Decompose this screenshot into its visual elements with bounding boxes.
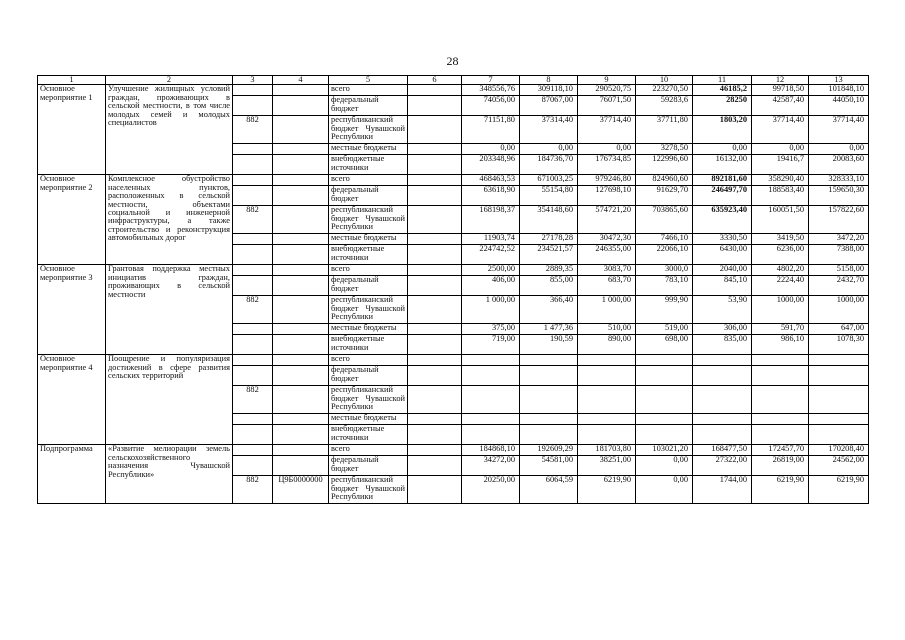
empty-cell xyxy=(408,206,462,234)
code-grbs-cell xyxy=(233,234,273,245)
page-number: 28 xyxy=(446,54,459,68)
column-header: 5 xyxy=(329,76,408,85)
code-csr-cell xyxy=(273,414,329,425)
empty-cell xyxy=(408,116,462,144)
event-description-cell: Поощрение и популяризация достижений в сфере развития сельских территорий xyxy=(106,355,233,445)
column-header: 1 xyxy=(38,76,106,85)
code-grbs-cell: 882 xyxy=(233,476,273,504)
code-grbs-cell xyxy=(233,324,273,335)
value-cell: 892181,60 xyxy=(693,175,752,186)
value-cell: 1 477,36 xyxy=(520,324,578,335)
code-csr-cell xyxy=(273,366,329,386)
column-header: 3 xyxy=(233,76,273,85)
empty-cell xyxy=(408,245,462,265)
value-cell: 159650,30 xyxy=(809,186,869,206)
value-cell: 647,00 xyxy=(809,324,869,335)
value-cell: 11903,74 xyxy=(462,234,520,245)
empty-cell xyxy=(408,335,462,355)
value-cell xyxy=(462,355,520,366)
empty-cell xyxy=(408,85,462,96)
value-cell: 375,00 xyxy=(462,324,520,335)
funding-source-cell: местные бюджеты xyxy=(329,144,408,155)
code-grbs-cell: 882 xyxy=(233,116,273,144)
value-cell: 44050,10 xyxy=(809,96,869,116)
header-row xyxy=(38,76,869,85)
column-header: 8 xyxy=(520,76,578,85)
code-grbs-cell xyxy=(233,355,273,366)
value-cell: 358290,40 xyxy=(752,175,809,186)
value-cell: 5158,00 xyxy=(809,265,869,276)
value-cell: 54581,00 xyxy=(520,456,578,476)
value-cell: 168477,50 xyxy=(693,445,752,456)
code-grbs-cell xyxy=(233,445,273,456)
code-csr-cell xyxy=(273,96,329,116)
code-grbs-cell xyxy=(233,144,273,155)
value-cell: 246497,70 xyxy=(693,186,752,206)
column-header: 9 xyxy=(578,76,636,85)
value-cell: 2889,35 xyxy=(520,265,578,276)
value-cell: 591,70 xyxy=(752,324,809,335)
code-grbs-cell xyxy=(233,366,273,386)
value-cell: 890,00 xyxy=(578,335,636,355)
value-cell: 63618,90 xyxy=(462,186,520,206)
code-csr-cell xyxy=(273,186,329,206)
code-csr-cell xyxy=(273,245,329,265)
value-cell: 0,00 xyxy=(462,144,520,155)
code-csr-cell xyxy=(273,116,329,144)
value-cell: 7466,10 xyxy=(636,234,693,245)
value-cell xyxy=(636,386,693,414)
value-cell xyxy=(520,425,578,445)
value-cell: 37714,40 xyxy=(752,116,809,144)
value-cell xyxy=(752,355,809,366)
value-cell: 671003,25 xyxy=(520,175,578,186)
event-description-cell: «Развитие мелиорации земель сельскохозяйственного назначения Чувашской Республики» xyxy=(106,445,233,504)
value-cell: 0,00 xyxy=(636,456,693,476)
value-cell xyxy=(809,366,869,386)
value-cell: 519,00 xyxy=(636,324,693,335)
code-csr-cell xyxy=(273,175,329,186)
empty-cell xyxy=(408,386,462,414)
value-cell: 6219,90 xyxy=(809,476,869,504)
funding-source-cell: всего xyxy=(329,175,408,186)
code-grbs-cell xyxy=(233,186,273,206)
value-cell xyxy=(752,386,809,414)
value-cell: 170208,40 xyxy=(809,445,869,456)
value-cell: 27322,00 xyxy=(693,456,752,476)
code-grbs-cell xyxy=(233,265,273,276)
code-csr-cell xyxy=(273,206,329,234)
value-cell xyxy=(462,366,520,386)
table-row xyxy=(38,265,869,276)
code-csr-cell xyxy=(273,85,329,96)
column-header: 2 xyxy=(106,76,233,85)
value-cell: 42587,40 xyxy=(752,96,809,116)
value-cell xyxy=(752,366,809,386)
table-row xyxy=(38,85,869,96)
value-cell xyxy=(578,414,636,425)
value-cell: 27178,28 xyxy=(520,234,578,245)
column-header: 12 xyxy=(752,76,809,85)
code-csr-cell xyxy=(273,355,329,366)
funding-source-cell: республиканский бюджет Чувашской Республики xyxy=(329,386,408,414)
value-cell: 37314,40 xyxy=(520,116,578,144)
value-cell: 366,40 xyxy=(520,296,578,324)
value-cell: 999,90 xyxy=(636,296,693,324)
value-cell: 1 000,00 xyxy=(462,296,520,324)
event-description-cell: Грантовая поддержка местных инициатив граждан, проживающих в сельской местности xyxy=(106,265,233,355)
value-cell: 835,00 xyxy=(693,335,752,355)
value-cell: 510,00 xyxy=(578,324,636,335)
funding-source-cell: федеральный бюджет xyxy=(329,456,408,476)
code-csr-cell xyxy=(273,425,329,445)
value-cell: 224742,52 xyxy=(462,245,520,265)
value-cell: 246355,00 xyxy=(578,245,636,265)
column-header: 7 xyxy=(462,76,520,85)
value-cell: 0,00 xyxy=(520,144,578,155)
value-cell xyxy=(520,386,578,414)
value-cell: 24562,00 xyxy=(809,456,869,476)
value-cell: 71151,80 xyxy=(462,116,520,144)
event-description-cell: Комплексное обустройство населенных пунктов, расположенных в сельской местности, объектами социальной и инженерной инфраструктуры, а также строительство и реконструкция автомобильных дорог xyxy=(106,175,233,265)
value-cell xyxy=(636,355,693,366)
value-cell: 3419,50 xyxy=(752,234,809,245)
value-cell: 26819,00 xyxy=(752,456,809,476)
value-cell: 3000,0 xyxy=(636,265,693,276)
value-cell: 1078,30 xyxy=(809,335,869,355)
funding-source-cell: республиканский бюджет Чувашской Республики xyxy=(329,116,408,144)
value-cell xyxy=(462,386,520,414)
code-grbs-cell xyxy=(233,414,273,425)
funding-source-cell: внебюджетные источники xyxy=(329,245,408,265)
value-cell: 184736,70 xyxy=(520,155,578,175)
code-csr-cell xyxy=(273,386,329,414)
empty-cell xyxy=(408,414,462,425)
value-cell: 99718,50 xyxy=(752,85,809,96)
value-cell: 2040,00 xyxy=(693,265,752,276)
code-grbs-cell xyxy=(233,425,273,445)
code-csr-cell xyxy=(273,296,329,324)
value-cell: 37711,80 xyxy=(636,116,693,144)
value-cell: 76071,50 xyxy=(578,96,636,116)
value-cell xyxy=(809,425,869,445)
value-cell: 1744,00 xyxy=(693,476,752,504)
value-cell: 6430,00 xyxy=(693,245,752,265)
code-grbs-cell xyxy=(233,456,273,476)
value-cell xyxy=(578,386,636,414)
budget-table xyxy=(37,75,869,504)
funding-source-cell: республиканский бюджет Чувашской Республики xyxy=(329,206,408,234)
empty-cell xyxy=(408,175,462,186)
value-cell: 2224,40 xyxy=(752,276,809,296)
value-cell: 6236,00 xyxy=(752,245,809,265)
value-cell: 290520,75 xyxy=(578,85,636,96)
value-cell: 1803,20 xyxy=(693,116,752,144)
event-name-cell: Основное мероприятие 1 xyxy=(38,85,106,175)
code-grbs-cell xyxy=(233,245,273,265)
value-cell: 28250 xyxy=(693,96,752,116)
value-cell xyxy=(693,386,752,414)
code-csr-cell xyxy=(273,276,329,296)
value-cell: 234521,57 xyxy=(520,245,578,265)
code-csr-cell xyxy=(273,265,329,276)
value-cell xyxy=(809,414,869,425)
value-cell: 188583,40 xyxy=(752,186,809,206)
empty-cell xyxy=(408,276,462,296)
value-cell: 192609,29 xyxy=(520,445,578,456)
empty-cell xyxy=(408,155,462,175)
value-cell: 30472,30 xyxy=(578,234,636,245)
value-cell: 0,00 xyxy=(693,144,752,155)
funding-source-cell: местные бюджеты xyxy=(329,414,408,425)
empty-cell xyxy=(408,476,462,504)
value-cell: 38251,00 xyxy=(578,456,636,476)
column-header: 4 xyxy=(273,76,329,85)
code-grbs-cell: 882 xyxy=(233,386,273,414)
column-header: 6 xyxy=(408,76,462,85)
code-grbs-cell: 882 xyxy=(233,206,273,234)
value-cell xyxy=(693,366,752,386)
value-cell: 59283,6 xyxy=(636,96,693,116)
code-csr-cell xyxy=(273,324,329,335)
value-cell: 783,10 xyxy=(636,276,693,296)
funding-source-cell: всего xyxy=(329,355,408,366)
value-cell xyxy=(693,414,752,425)
table-row xyxy=(38,355,869,366)
value-cell xyxy=(520,414,578,425)
funding-source-cell: местные бюджеты xyxy=(329,234,408,245)
code-grbs-cell xyxy=(233,85,273,96)
value-cell: 160051,50 xyxy=(752,206,809,234)
event-name-cell: Подпрограмма xyxy=(38,445,106,504)
funding-source-cell: федеральный бюджет xyxy=(329,366,408,386)
funding-source-cell: федеральный бюджет xyxy=(329,276,408,296)
value-cell: 309118,10 xyxy=(520,85,578,96)
value-cell xyxy=(752,414,809,425)
code-csr-cell: Ц9Б0000000 xyxy=(273,476,329,504)
value-cell: 176734,85 xyxy=(578,155,636,175)
value-cell: 2432,70 xyxy=(809,276,869,296)
code-csr-cell xyxy=(273,335,329,355)
value-cell: 168198,37 xyxy=(462,206,520,234)
value-cell: 3278,50 xyxy=(636,144,693,155)
value-cell: 157822,60 xyxy=(809,206,869,234)
value-cell: 4802,20 xyxy=(752,265,809,276)
value-cell xyxy=(636,425,693,445)
value-cell: 979246,80 xyxy=(578,175,636,186)
code-csr-cell xyxy=(273,234,329,245)
value-cell: 986,10 xyxy=(752,335,809,355)
value-cell xyxy=(809,386,869,414)
value-cell xyxy=(462,425,520,445)
value-cell: 719,00 xyxy=(462,335,520,355)
value-cell: 3083,70 xyxy=(578,265,636,276)
value-cell: 698,00 xyxy=(636,335,693,355)
code-grbs-cell xyxy=(233,96,273,116)
value-cell: 0,00 xyxy=(752,144,809,155)
code-grbs-cell xyxy=(233,335,273,355)
empty-cell xyxy=(408,456,462,476)
code-csr-cell xyxy=(273,445,329,456)
column-header: 10 xyxy=(636,76,693,85)
empty-cell xyxy=(408,324,462,335)
code-csr-cell xyxy=(273,456,329,476)
empty-cell xyxy=(408,366,462,386)
column-header: 11 xyxy=(693,76,752,85)
value-cell: 824960,60 xyxy=(636,175,693,186)
code-csr-cell xyxy=(273,144,329,155)
value-cell: 406,00 xyxy=(462,276,520,296)
value-cell: 1000,00 xyxy=(809,296,869,324)
funding-source-cell: местные бюджеты xyxy=(329,324,408,335)
value-cell xyxy=(636,366,693,386)
value-cell xyxy=(520,366,578,386)
value-cell: 6219,90 xyxy=(578,476,636,504)
value-cell: 635923,40 xyxy=(693,206,752,234)
event-name-cell: Основное мероприятие 4 xyxy=(38,355,106,445)
funding-source-cell: федеральный бюджет xyxy=(329,96,408,116)
value-cell xyxy=(636,414,693,425)
value-cell: 16132,00 xyxy=(693,155,752,175)
empty-cell xyxy=(408,96,462,116)
value-cell: 223270,50 xyxy=(636,85,693,96)
code-grbs-cell xyxy=(233,276,273,296)
value-cell: 703865,60 xyxy=(636,206,693,234)
value-cell: 0,00 xyxy=(636,476,693,504)
value-cell: 53,90 xyxy=(693,296,752,324)
value-cell: 101848,10 xyxy=(809,85,869,96)
value-cell: 683,70 xyxy=(578,276,636,296)
value-cell: 87067,00 xyxy=(520,96,578,116)
funding-source-cell: республиканский бюджет Чувашской Республики xyxy=(329,296,408,324)
value-cell: 3472,20 xyxy=(809,234,869,245)
empty-cell xyxy=(408,425,462,445)
value-cell xyxy=(693,355,752,366)
value-cell xyxy=(520,355,578,366)
value-cell: 354148,60 xyxy=(520,206,578,234)
value-cell: 103021,20 xyxy=(636,445,693,456)
value-cell: 127698,10 xyxy=(578,186,636,206)
code-csr-cell xyxy=(273,155,329,175)
code-grbs-cell xyxy=(233,175,273,186)
funding-source-cell: внебюджетные источники xyxy=(329,425,408,445)
value-cell: 37714,40 xyxy=(809,116,869,144)
value-cell: 0,00 xyxy=(809,144,869,155)
empty-cell xyxy=(408,186,462,206)
value-cell xyxy=(578,355,636,366)
value-cell: 20250,00 xyxy=(462,476,520,504)
value-cell xyxy=(578,425,636,445)
value-cell: 55154,80 xyxy=(520,186,578,206)
value-cell: 348556,76 xyxy=(462,85,520,96)
table-body xyxy=(38,76,869,504)
funding-source-cell: внебюджетные источники xyxy=(329,335,408,355)
value-cell xyxy=(462,414,520,425)
value-cell: 0,00 xyxy=(578,144,636,155)
value-cell: 34272,00 xyxy=(462,456,520,476)
value-cell: 46185,2 xyxy=(693,85,752,96)
table-row xyxy=(38,445,869,456)
empty-cell xyxy=(408,144,462,155)
value-cell: 37714,40 xyxy=(578,116,636,144)
value-cell: 574721,20 xyxy=(578,206,636,234)
event-description-cell: Улучшение жилищных условий граждан, проживающих в сельской местности, в том числе молодых семей и молодых специалистов xyxy=(106,85,233,175)
value-cell: 328333,10 xyxy=(809,175,869,186)
value-cell: 122996,60 xyxy=(636,155,693,175)
code-grbs-cell xyxy=(233,155,273,175)
value-cell: 3330,50 xyxy=(693,234,752,245)
value-cell: 6064,59 xyxy=(520,476,578,504)
value-cell: 2500,00 xyxy=(462,265,520,276)
funding-source-cell: всего xyxy=(329,265,408,276)
empty-cell xyxy=(408,445,462,456)
value-cell xyxy=(752,425,809,445)
funding-source-cell: федеральный бюджет xyxy=(329,186,408,206)
value-cell xyxy=(693,425,752,445)
value-cell: 203348,96 xyxy=(462,155,520,175)
value-cell: 7388,00 xyxy=(809,245,869,265)
value-cell: 74056,00 xyxy=(462,96,520,116)
value-cell xyxy=(809,355,869,366)
empty-cell xyxy=(408,234,462,245)
funding-source-cell: внебюджетные источники xyxy=(329,155,408,175)
event-name-cell: Основное мероприятие 2 xyxy=(38,175,106,265)
empty-cell xyxy=(408,296,462,324)
empty-cell xyxy=(408,265,462,276)
value-cell: 1 000,00 xyxy=(578,296,636,324)
table-row xyxy=(38,175,869,186)
funding-source-cell: всего xyxy=(329,85,408,96)
column-header: 13 xyxy=(809,76,869,85)
value-cell xyxy=(578,366,636,386)
value-cell: 22066,10 xyxy=(636,245,693,265)
value-cell: 845,10 xyxy=(693,276,752,296)
value-cell: 6219,90 xyxy=(752,476,809,504)
value-cell: 19416,7 xyxy=(752,155,809,175)
code-grbs-cell: 882 xyxy=(233,296,273,324)
value-cell: 855,00 xyxy=(520,276,578,296)
value-cell: 184868,10 xyxy=(462,445,520,456)
value-cell: 172457,70 xyxy=(752,445,809,456)
empty-cell xyxy=(408,355,462,366)
event-name-cell: Основное мероприятие 3 xyxy=(38,265,106,355)
value-cell: 306,00 xyxy=(693,324,752,335)
funding-source-cell: республиканский бюджет Чувашской Республики xyxy=(329,476,408,504)
value-cell: 20083,60 xyxy=(809,155,869,175)
funding-source-cell: всего xyxy=(329,445,408,456)
value-cell: 190,59 xyxy=(520,335,578,355)
value-cell: 468463,53 xyxy=(462,175,520,186)
value-cell: 1000,00 xyxy=(752,296,809,324)
value-cell: 91629,70 xyxy=(636,186,693,206)
value-cell: 181703,80 xyxy=(578,445,636,456)
